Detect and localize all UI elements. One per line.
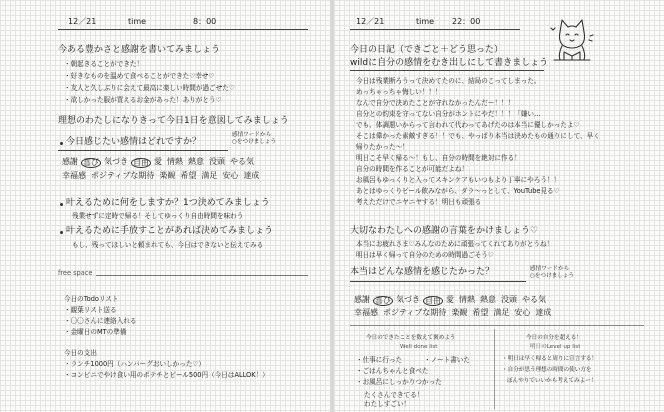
- emotion-word[interactable]: 情熱: [459, 295, 475, 304]
- emotion-word[interactable]: 満足: [493, 308, 510, 317]
- emotion-word[interactable]: ポジティブな期待: [383, 308, 447, 317]
- emotion-word[interactable]: 愛: [154, 157, 162, 166]
- todo-item: ・観葉リスト送る: [64, 306, 117, 314]
- level-up-item: ・自分が思う理想の時間の使い方を: [502, 367, 592, 373]
- q2-rule: [58, 150, 228, 151]
- emotion-note-left: 感情ワードから ○をつけましょう: [232, 132, 277, 146]
- time-value-right: 22：00: [452, 17, 481, 26]
- diary-line: めっちゃっちゃ悔しい！！！: [356, 88, 442, 96]
- diary-line: 考えただけでニヤニヤする！明日も頑張る: [356, 198, 482, 206]
- well-done-title: 今日のできたことを数えて褒めよう: [366, 335, 456, 341]
- q1-item-3: ・欲しかった服が買えるお金があった！ありがとう♡: [64, 96, 222, 104]
- emotion-words-row2-left: [62, 172, 259, 180]
- emotion-word-circled[interactable]: 喜び: [375, 296, 391, 305]
- free-space-label: free space: [58, 269, 93, 277]
- emotion-word[interactable]: やる気: [522, 295, 546, 304]
- right-journal-page: [334, 0, 664, 412]
- time-label-left: time: [128, 17, 147, 26]
- expense-title: 今日の支出: [64, 349, 97, 357]
- emotion-word[interactable]: 気づき: [104, 157, 128, 166]
- level-up-item: ・明日は早く帰ると周りに宣言する！: [502, 356, 598, 362]
- emotion-word[interactable]: ポジティブな期待: [91, 171, 155, 180]
- diary-heading: 今日の日記（できごと＋どう思った）: [350, 45, 504, 55]
- left-journal-page: [0, 0, 330, 412]
- emotion-word[interactable]: 幸福感: [62, 171, 86, 180]
- emotion-word[interactable]: 楽観: [159, 171, 176, 180]
- emotion-word-circled[interactable]: 自由: [425, 296, 441, 305]
- q2-subheading: 今日感じたい感情はどれですか？: [66, 137, 202, 147]
- diary-line: 自分との約束を守ってない自分がホントにやだ！！！「嫌い…: [356, 110, 541, 118]
- bullet-dot: [60, 142, 63, 145]
- header-rule-left: [58, 29, 308, 30]
- level-up-title: 今日の自分を超える！: [526, 335, 582, 341]
- emotion-word[interactable]: 感謝: [354, 295, 370, 304]
- q3-heading: 叶えるために何をしますか？1つ決めてみましょう: [66, 198, 270, 208]
- level-up-item: ぼんやりでいいから考えてみよー！: [507, 378, 597, 384]
- well-done-item: ・仕事に行った: [356, 356, 403, 364]
- gratitude-heading: 大切なわたしへの感謝の言葉をかけましょう♡: [350, 226, 539, 236]
- gratitude-line: 本当にお疲れさま♡みんなのために頑張ってくれてありがとうね！: [356, 240, 554, 248]
- todo-item: ・金曜日のMTの準備: [64, 328, 127, 336]
- emotion-word[interactable]: 没頭: [501, 295, 517, 304]
- q1-item-0: ・朝起きることができた！: [64, 60, 144, 68]
- well-done-subtitle: Well done list: [400, 344, 438, 350]
- diary-rule: [350, 70, 544, 71]
- emotion-word[interactable]: 情熱: [167, 157, 183, 166]
- bullet-dot: [60, 231, 63, 234]
- feeling-heading: 本当はどんな感情を感じたかった？: [350, 267, 495, 277]
- emotion-word[interactable]: 熱意: [188, 157, 204, 166]
- emotion-word[interactable]: 希望: [472, 308, 489, 317]
- diary-line: でも、体調悪いからって言われて代わってあげたのは本当に優しかったよ♡: [356, 121, 580, 129]
- cat-reading-doodle-icon: [548, 14, 596, 64]
- q4-answer: もし、残ってほしいと頼まれても、今日はできないと伝えてみる: [72, 241, 264, 249]
- time-label-right: time: [416, 17, 435, 26]
- diary-line: お風呂もゆっくりと入ってスキンケアもいつもより丁寧にやろう！！: [356, 176, 561, 184]
- emotion-note-right: 感情ワードから ○をつけましょう: [530, 266, 575, 280]
- bullet-dot: [60, 203, 63, 206]
- gratitude-line: 明日は早く帰って自分のための時間過ごそう♡: [356, 251, 494, 259]
- emotion-word[interactable]: 満足: [201, 171, 218, 180]
- emotion-word[interactable]: 愛: [446, 295, 454, 304]
- column-divider: [494, 329, 495, 409]
- emotion-word[interactable]: 達成: [243, 171, 260, 180]
- well-done-item: ・お風呂にしっかりつかった: [356, 378, 442, 386]
- emotion-word[interactable]: 幸福感: [354, 308, 378, 317]
- todo-item: ・〇〇さんに連絡入れる: [64, 317, 137, 325]
- free-space-rule: [96, 275, 308, 276]
- q4-heading: 叶えるために手放すことがあれば決めてみましょう: [66, 226, 274, 236]
- feeling-rule: [350, 281, 526, 282]
- q1-heading: 今ある豊かさと感謝を書いてみましょう: [58, 45, 221, 55]
- level-up-subtitle: 明日のLevel up list: [530, 344, 581, 350]
- emotion-word[interactable]: 安心: [222, 171, 239, 180]
- emotion-words-row1-right: [354, 296, 546, 306]
- diary-subheading: wildに自分の感情をむき出しにして書きましょう: [350, 58, 549, 68]
- date-right: 12／21: [356, 17, 385, 26]
- date-left: 12／21: [68, 17, 97, 26]
- well-done-item: ・ごはんちゃんと食べた: [356, 367, 429, 375]
- expense-item: ・ランチ1000円（ハンバーグおいしかった♡）: [64, 360, 205, 368]
- emotion-word[interactable]: 希望: [180, 171, 197, 180]
- emotion-word[interactable]: 熱意: [480, 295, 496, 304]
- emotion-word[interactable]: 安心: [514, 308, 531, 317]
- diary-line: 帰りたかった〜！: [356, 143, 409, 151]
- emotion-word-circled[interactable]: 自由: [133, 158, 149, 167]
- emotion-word[interactable]: 達成: [535, 308, 552, 317]
- emotion-word[interactable]: 楽観: [451, 308, 468, 317]
- expense-item: ・コンビニでやけ食い用のポテチとビール500円（今日はALLOK！）: [64, 371, 269, 379]
- well-done-item: ・ノート書いた: [424, 356, 470, 364]
- emotion-word[interactable]: やる気: [230, 157, 254, 166]
- emotion-word[interactable]: 感謝: [62, 157, 78, 166]
- section-divider: [350, 325, 644, 326]
- q1-item-1: ・好きなものを温めて食べることができた♡幸せ♡: [64, 72, 215, 80]
- diary-line: 明日こそ早く帰る〜！もし、自分の時間を絶対に作る！: [356, 154, 521, 162]
- emotion-words-row1-left: [62, 158, 254, 168]
- diary-line: 今日は残業断ろうって決めてたのに、結局のこってしまった。: [356, 77, 541, 85]
- emotion-word[interactable]: 気づき: [396, 295, 420, 304]
- emotion-word[interactable]: 没頭: [209, 157, 225, 166]
- header-rule-right: [350, 29, 520, 30]
- emotion-words-row2-right: [354, 309, 551, 317]
- q2-heading: 理想のわたしになりきって今日1日を意図してみましょう: [58, 116, 289, 126]
- diary-line: 自分の時間を作ることが可能だよね！: [356, 165, 469, 173]
- diary-line: そこは偉かった素敵すぎる！！でも、やっぱり本当は決めたもの通りにして、早く: [356, 132, 600, 140]
- q3-answer: 残業せずに定時で帰る！そしてゆっくり自由時間を味わう: [72, 212, 244, 220]
- emotion-word-circled[interactable]: 喜び: [83, 158, 99, 167]
- q1-item-2: ・友人と久しぶりに会えて最高に楽しい時間が過ごせた♡: [64, 84, 235, 92]
- well-done-footer: たくさんできてる！ わたしすごい！: [364, 391, 424, 408]
- diary-line: なんで自分で決めたことが守れなかったんだー！！！: [356, 99, 515, 107]
- time-value-left: 8：00: [193, 17, 217, 26]
- todo-title: 今日のTodoリスト: [64, 295, 119, 303]
- diary-line: あとはゆっくりビール飲みながら、ダラ〜っとして、YouTube見る♡: [356, 187, 560, 195]
